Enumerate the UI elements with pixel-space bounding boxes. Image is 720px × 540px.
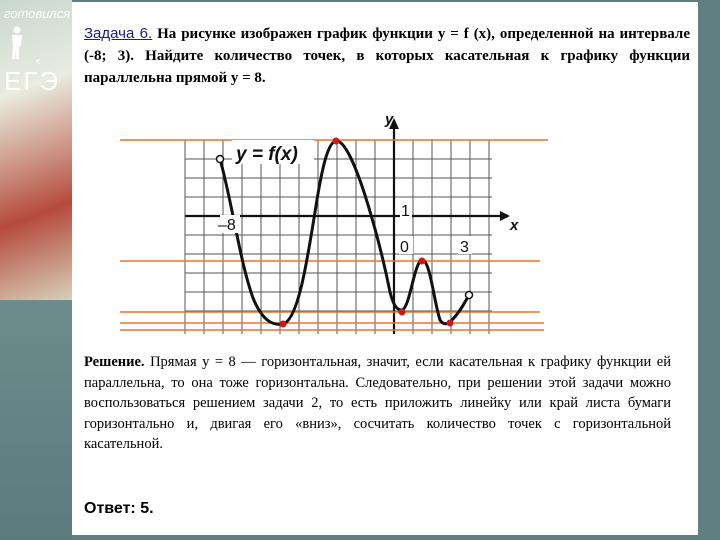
x-axis-label: x <box>510 217 519 234</box>
tick-label-0: 0 <box>400 239 409 256</box>
tick-label-1: 1 <box>401 203 410 220</box>
function-label: y = f(x) <box>236 144 298 165</box>
sidebar-ege-text: ЕГЭ <box>4 66 61 96</box>
start-open-point <box>217 156 224 163</box>
tick-label-minus8: –8 <box>218 217 236 234</box>
extremum-point <box>333 138 340 145</box>
extremum-point <box>419 258 426 265</box>
y-axis-label: y <box>385 111 394 128</box>
sidebar-lower <box>0 300 72 540</box>
end-open-point <box>466 292 473 299</box>
solution-text: Прямая y = 8 — горизонтальная, значит, если касательная к графику функции ей параллельна, то она тоже горизонтальна. Следовательно, при решении этой задачи можно воспользоваться решением задачи 2, то есть приложить линейку или край листа бумаги горизонтально и, двигая его «вниз», сосчитать количество точек с горизонтальной касательной. <box>84 354 671 452</box>
answer: Ответ: 5. <box>84 500 154 517</box>
person-icon <box>8 26 26 60</box>
x-axis-arrow <box>500 211 510 221</box>
problem-text: На рисунке изображен график функции y = f (x), определенной на интервале (-8; 3). Найдите количество точек, в которых касательная к графику функции параллельна прямой y = 8. <box>84 26 691 86</box>
slide <box>72 2 698 535</box>
function-graph <box>72 2 698 347</box>
tick-label-3: 3 <box>460 239 469 256</box>
sidebar-top-text: готовился <box>4 6 71 21</box>
grid <box>185 140 492 334</box>
problem-label: Задача 6. <box>84 25 153 42</box>
solution-label: Решение. <box>84 354 145 370</box>
sidebar-decoration <box>0 0 72 540</box>
sidebar-k-text: к <box>36 56 40 66</box>
extremum-points <box>280 138 454 328</box>
extremum-point <box>399 309 406 316</box>
solution-text-block <box>84 352 671 455</box>
extremum-point <box>447 320 454 327</box>
extremum-point <box>280 321 287 328</box>
